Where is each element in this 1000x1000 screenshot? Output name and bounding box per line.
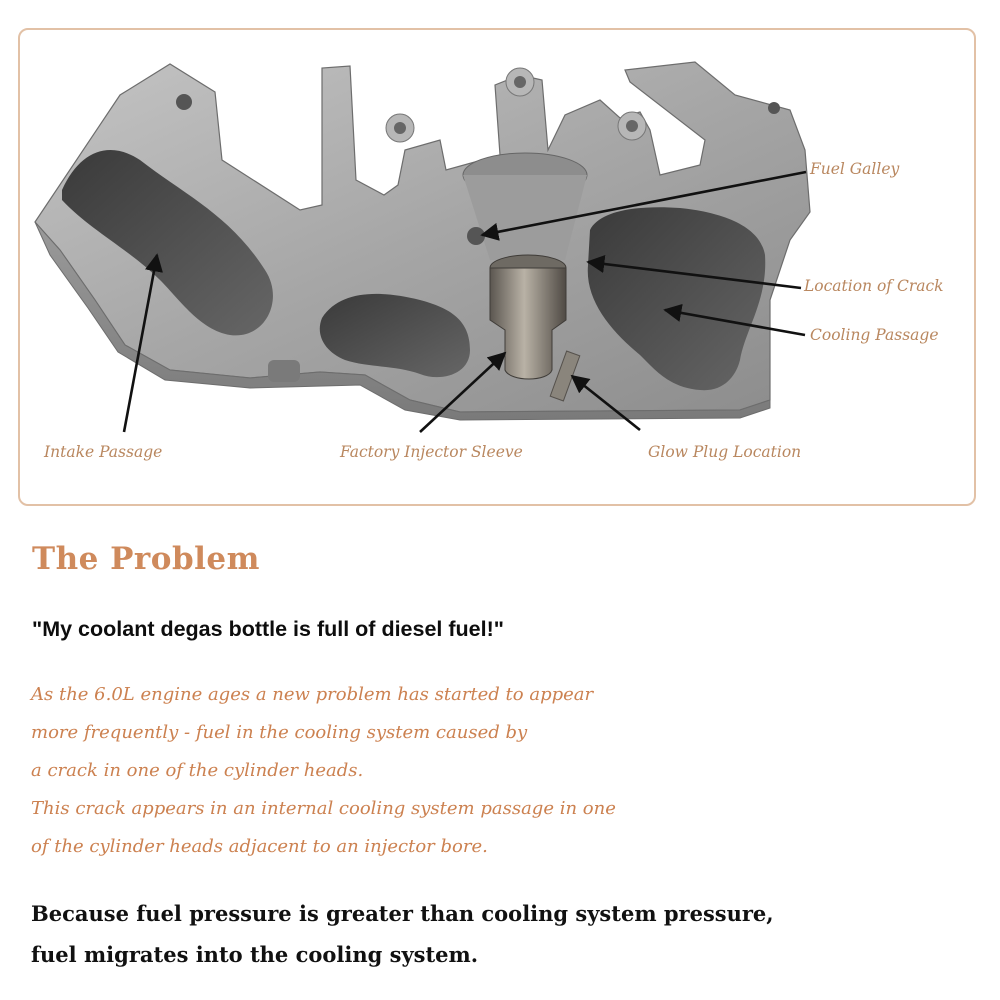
glow-plug-location-label: Glow Plug Location [648, 443, 802, 461]
location-of-crack-label: Location of Crack [804, 277, 944, 295]
factory-injector-sleeve-label: Factory Injector Sleeve [340, 443, 523, 461]
conclusion-text [31, 893, 931, 975]
fuel-galley-label: Fuel Galley [810, 160, 900, 178]
customer-quote: "My coolant degas bottle is full of diesel fuel!" [32, 617, 504, 641]
section-title: The Problem [32, 541, 260, 577]
cooling-passage-label: Cooling Passage [810, 326, 939, 344]
intake-passage-label: Intake Passage [44, 443, 163, 461]
problem-description [31, 676, 731, 866]
problem-description-line: of the cylinder heads adjacent to an injector bore. [31, 836, 488, 857]
problem-description-line: This crack appears in an internal cooling system passage in one [31, 798, 616, 819]
conclusion-line: Because fuel pressure is greater than cooling system pressure, [31, 901, 774, 926]
problem-description-line: more frequently - fuel in the cooling system caused by [31, 722, 528, 743]
conclusion-line: fuel migrates into the cooling system. [31, 942, 479, 967]
problem-description-line: a crack in one of the cylinder heads. [31, 760, 364, 781]
problem-description-line: As the 6.0L engine ages a new problem has started to appear [31, 684, 594, 705]
